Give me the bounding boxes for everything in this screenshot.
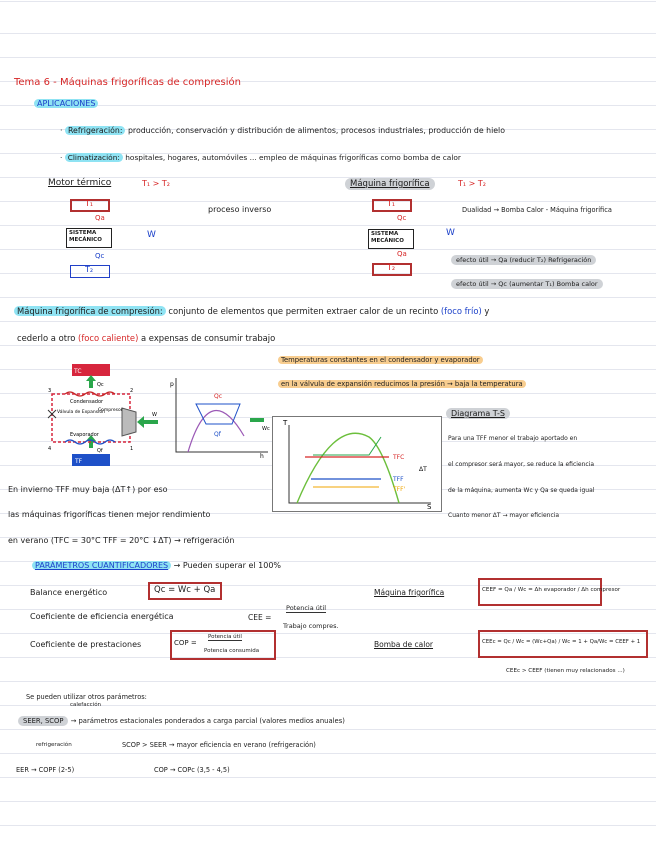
bullet-dot: · xyxy=(60,153,65,162)
motor-t1: T₁ xyxy=(85,199,94,208)
definition-line-2 xyxy=(17,333,275,343)
refrigeration-label: Refrigeración: xyxy=(65,126,126,135)
valve-label: Válvula de Expansión xyxy=(57,410,105,415)
winter-line-3: en verano (TFC = 30°C TFF = 20°C ↓ΔT) → refrigeración xyxy=(8,536,235,545)
machine-system-label: SISTEMA MECÁNICO xyxy=(371,231,404,244)
definition-term: Máquina frigorífica de compresión: xyxy=(14,306,166,316)
seer-scop-label: SEER, SCOP xyxy=(18,716,68,726)
hot-focus: (foco caliente) xyxy=(78,333,139,343)
definition-text-2b: a expensas de consumir trabajo xyxy=(141,333,276,343)
mf-formula: CEEF = Qa / Wc = Δh evaporador / Δh compresor xyxy=(482,587,621,593)
page-title: Tema 6 - Máquinas frigoríficas de compresión xyxy=(14,77,241,88)
cold-focus: (foco frío) xyxy=(440,306,482,316)
ts-t-label: T xyxy=(283,419,288,427)
motor-qc: Qc xyxy=(95,252,105,260)
ts-explanation-4: Cuanto menor ΔT → mayor eficiencia xyxy=(448,512,560,519)
footer-line-1: Se pueden utilizar otros parámetros: xyxy=(26,693,147,701)
refrigeration-text: producción, conservación y distribución de alimentos, procesos industriales, producción de hielo xyxy=(127,126,505,135)
compressor-shape xyxy=(122,408,136,436)
application-refrigeration xyxy=(60,126,505,135)
ph-cycle xyxy=(196,404,240,424)
parameters-note: → Pueden superar el 100% xyxy=(173,561,282,570)
machine-title: Máquina frigorífica xyxy=(345,178,435,190)
state-3-label: 3 xyxy=(48,388,52,394)
footer-line-3: SCOP > SEER → mayor eficiencia en verano (refrigeración) xyxy=(122,741,316,749)
application-climate xyxy=(60,153,461,162)
section-applications: APLICACIONES xyxy=(34,99,98,108)
bullet-dot: · xyxy=(60,126,65,135)
evaporator-label: Evaporador xyxy=(70,432,99,438)
climate-text: hospitales, hogares, automóviles ... empleo de máquinas frigoríficas como bomba de calor xyxy=(125,153,461,162)
parameters-heading xyxy=(32,561,281,570)
ts-explanation-1: Para una TFF menor el trabajo aportado en xyxy=(448,435,578,442)
state-1-label: 1 xyxy=(130,446,134,452)
parameters-title: PARÁMETROS CUANTIFICADORES xyxy=(32,561,171,570)
footer-line-4b: COP → COPc (3,5 - 4,5) xyxy=(154,766,230,774)
effect-heat-pump: efecto útil → Qc (aumentar T₁) Bomba calor xyxy=(451,279,603,289)
ts-axes xyxy=(289,425,431,503)
climate-label: Climatización: xyxy=(65,153,123,162)
process-label: proceso inverso xyxy=(208,205,272,214)
winter-line-2: las máquinas frigoríficas tienen mejor rendimiento xyxy=(8,510,211,519)
definition-line-1 xyxy=(14,306,489,316)
state-4-label: 4 xyxy=(48,446,52,452)
ph-axes xyxy=(176,378,268,452)
compressor-label: Compresor xyxy=(98,408,123,413)
ts-explanation-2: el compresor será mayor, se reduce la eficiencia xyxy=(448,461,595,468)
bc-formula: CEEc = Qc / Wc = (Wc+Qa) / Wc = 1 + Qa/Wc = CEEF + 1 xyxy=(482,639,641,645)
cee-numerator: Potencia útil xyxy=(286,604,327,612)
condenser-label: Condensador xyxy=(70,399,104,405)
ts-tff-prime-label: TFF' xyxy=(393,486,406,493)
machine-w: W xyxy=(446,228,455,238)
ts-diagram-frame xyxy=(272,416,442,512)
motor-system-label: SISTEMA MECÁNICO xyxy=(69,230,102,243)
cee-denominator: Trabajo compres. xyxy=(283,622,339,630)
ph-qc-label: Qc xyxy=(214,393,223,400)
definition-text-1: conjunto de elementos que permiten extraer calor de un recinto xyxy=(168,306,439,316)
tc-label: TC xyxy=(74,368,82,375)
ph-diagram xyxy=(170,376,272,458)
ts-cycle xyxy=(313,437,381,455)
machine-condition: T₁ > T₂ xyxy=(458,179,486,188)
machine-t1: T₁ xyxy=(387,199,396,208)
ph-qf-label: Qf xyxy=(214,431,221,438)
machine-qc: Qc xyxy=(397,214,407,222)
note-expansion-valve: en la válvula de expansión reducimos la presión → baja la temperatura xyxy=(278,380,526,388)
qf-label: Qf xyxy=(97,448,103,454)
duality-note: Dualidad → Bomba Calor - Máquina frigorífica xyxy=(462,206,612,214)
ts-tff-label: TFF xyxy=(393,476,404,483)
footer-refrigeracion: refrigeración xyxy=(36,742,72,748)
seer-scop-text: → parámetros estacionales ponderados a carga parcial (valores medios anuales) xyxy=(70,717,345,725)
balance-formula: Qc = Wc + Qa xyxy=(154,585,216,595)
refrigeration-cycle-diagram xyxy=(40,362,170,472)
ph-p-label: p xyxy=(170,381,174,388)
cee-comparison: CEEc > CEEF (tienen muy relacionados ...) xyxy=(506,668,625,674)
cee-label: Coeficiente de eficiencia energética xyxy=(30,612,174,621)
cop-numerator: Potencia útil xyxy=(208,634,242,640)
cop-eq: COP = xyxy=(174,639,197,647)
cee-eq: CEE = xyxy=(248,613,272,622)
motor-t2: T₂ xyxy=(85,265,94,274)
ts-tfc-label: TFC xyxy=(393,454,405,461)
mf-label: Máquina frigorífica xyxy=(374,588,445,597)
effect-refrigeration: efecto útil → Qa (reducir T₂) Refrigeración xyxy=(451,255,596,265)
machine-t2: T₂ xyxy=(387,263,396,272)
tf-label: TF xyxy=(75,458,83,465)
ts-explanation-3: de la máquina, aumenta Wc y Qa se queda igual xyxy=(448,487,595,494)
footer-calefaccion: calefacción xyxy=(70,702,102,708)
ts-diagram xyxy=(273,417,441,511)
footer-line-2 xyxy=(18,717,345,725)
definition-text-2a: cederlo a otro xyxy=(17,333,76,343)
bc-label: Bomba de calor xyxy=(374,640,434,649)
ts-title: Diagrama T-S xyxy=(446,408,510,419)
footer-line-4a: EER → COPF (2-5) xyxy=(16,766,75,774)
ph-wc-label: Wc xyxy=(262,426,270,432)
ts-dome xyxy=(297,433,399,503)
state-2-label: 2 xyxy=(130,388,134,394)
note-constant-temperatures: Temperaturas constantes en el condensador y evaporador xyxy=(278,356,483,364)
motor-title: Motor térmico xyxy=(48,178,112,188)
ts-s-label: S xyxy=(427,503,432,511)
definition-y: y xyxy=(484,306,490,316)
w-arrow-head xyxy=(137,416,144,428)
motor-qa: Qa xyxy=(95,214,105,222)
qc-label: Qc xyxy=(97,382,104,388)
machine-qa: Qa xyxy=(397,250,407,258)
winter-line-1: En invierno TFF muy baja (ΔT↑) por eso xyxy=(8,485,168,494)
balance-label: Balance energético xyxy=(30,588,108,597)
motor-w: W xyxy=(147,230,156,240)
w-label: W xyxy=(152,412,157,418)
ph-h-label: h xyxy=(260,453,264,458)
ts-dt-label: ΔT xyxy=(419,466,427,473)
cop-label: Coeficiente de prestaciones xyxy=(30,640,142,649)
expansion-valve-icon xyxy=(48,410,56,418)
cop-denominator: Potencia consumida xyxy=(204,648,260,654)
motor-condition: T₁ > T₂ xyxy=(142,179,170,188)
